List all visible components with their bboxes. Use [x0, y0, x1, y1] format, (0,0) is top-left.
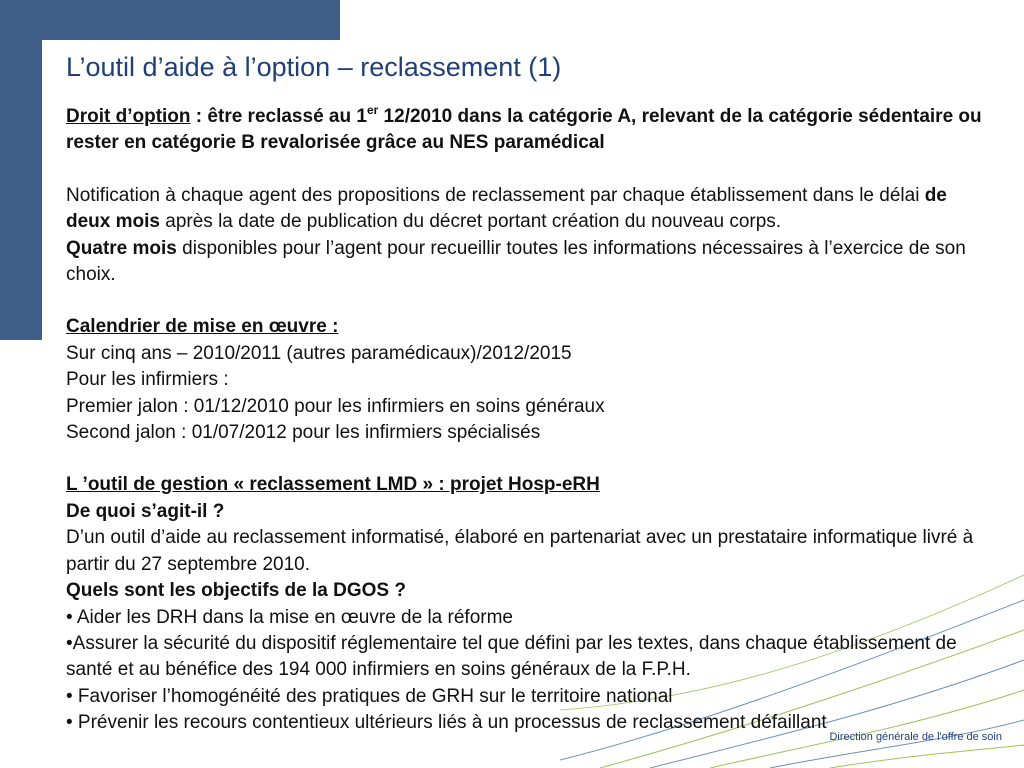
option-text-b: 12/2010 dans la catégorie A, relevant de la catégorie sédentaire ou rester en catégorie B revalorisée grâce au NES paramédical [66, 106, 982, 154]
objective-item: • Aider les DRH dans la mise en œuvre de la réforme [66, 606, 513, 628]
option-text-a: être reclassé au 1 [207, 106, 367, 127]
tool-heading: L ’outil de gestion « reclassement LMD » : projet Hosp-eRH [66, 474, 600, 496]
objective-item: •Assurer la sécurité du dispositif réglementaire tel que défini par les textes, dans chaque établissement de santé et au bénéfice des 194 000 infirmiers en soins généraux de la F.P.H. [66, 632, 957, 681]
option-sep: : [190, 106, 208, 127]
objective-item: • Prévenir les recours contentieux ultérieurs liés à un processus de reclassement défaillant [66, 712, 827, 734]
tool-question-2: Quels sont les objectifs de la DGOS ? [66, 580, 406, 602]
notification-bold: de deux mois [66, 184, 947, 233]
option-paragraph [66, 104, 996, 157]
calendar-line: Pour les infirmiers : [66, 369, 229, 391]
delay-text: disponibles pour l’agent pour recueillir toutes les informations nécessaires à l’exercice de son choix. [66, 237, 966, 286]
option-sup: er [366, 102, 379, 117]
tool-answer-1: D’un outil d’aide au reclassement informatisé, élaboré en partenariat avec un prestataire informatique livré à partir du 27 septembre 2010. [66, 527, 974, 575]
calendar-line: Second jalon : 01/07/2012 pour les infirmiers spécialisés [66, 422, 541, 444]
calendar-heading: Calendrier de mise en œuvre : [66, 316, 339, 338]
tool-question-1: De quoi s’agit-il ? [66, 500, 225, 522]
delay-bold: Quatre mois [66, 237, 177, 259]
objective-item: • Favoriser l’homogénéité des pratiques de GRH sur le territoire national [66, 685, 673, 707]
option-label: Droit d’option [66, 106, 191, 127]
calendar-line: Premier jalon : 01/12/2010 pour les infirmiers en soins généraux [66, 395, 605, 417]
delay-paragraph [66, 236, 996, 289]
slide-title: L’outil d’aide à l’option – reclassement (1) [66, 52, 562, 82]
calendar-line: Sur cinq ans – 2010/2011 (autres paramédicaux)/2012/2015 [66, 342, 572, 364]
notification-text-b: après la date de publication du décret portant création du nouveau corps. [159, 211, 782, 233]
slide-content [66, 104, 996, 737]
notification-paragraph [66, 183, 996, 236]
notification-text-a: Notification à chaque agent des propositions de reclassement par chaque établissement dans le délai [66, 184, 925, 206]
footer-text: Direction générale de l'offre de soin [829, 731, 1002, 743]
